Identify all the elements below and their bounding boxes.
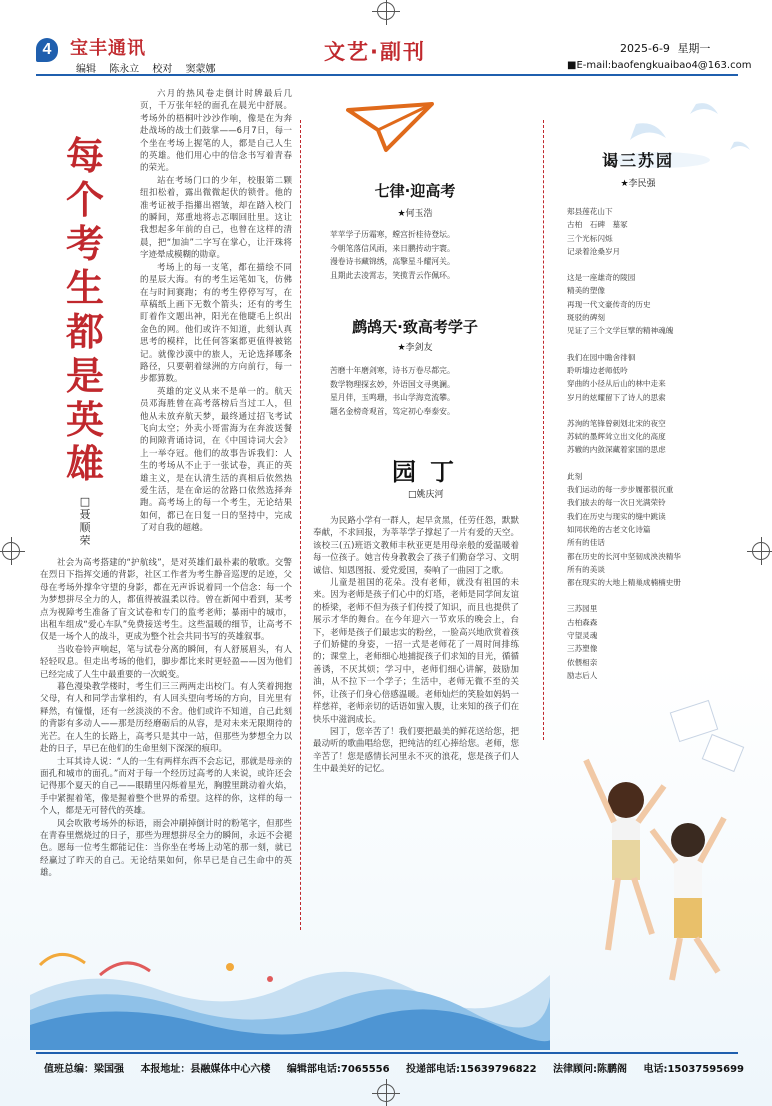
poem3-line: 见证了三个文学巨擘的精神魂魄 [567, 326, 674, 336]
poem3-line: 再现一代文豪传奇的历史 [567, 299, 651, 309]
poem3-line: 我们在历史与现实的缝中跳读 [567, 511, 666, 521]
poem2-author: ★李剑友 [397, 343, 433, 353]
date-text: 2025-6-9 [620, 42, 670, 55]
poem3-line: 都在现实的大地上精巢成楠楠史册 [567, 578, 681, 588]
poem3-line: 我们在园中瞻舍徘徊 [567, 352, 636, 362]
footer-phone: 电话:15037595699 [643, 1064, 744, 1075]
weekday-text: 星期一 [677, 42, 711, 55]
poem3-stanza [567, 602, 747, 682]
poem3-author: ★李民强 [620, 179, 656, 189]
article1-body-top [140, 88, 292, 558]
footer-legal-adviser: 法律顾问:陈鹏阁 [553, 1064, 628, 1075]
poem3-line: 聆听墙边老师低吟 [567, 365, 628, 375]
article2-author: □姚庆河 [408, 490, 444, 500]
section-title: 文艺·副刊 [324, 40, 426, 64]
footer-address: 本报地址：县融媒体中心六楼 [140, 1064, 271, 1075]
wave-decoration-icon [30, 935, 550, 1050]
column-divider-left [300, 120, 301, 930]
poem3-body [567, 205, 747, 682]
poem3-line: 苏轼的墨辉耸立出文化的高度 [567, 432, 666, 442]
poem3-stanza [567, 351, 747, 404]
article2-paragraph: 儿童是祖国的花朵。没有老师，就没有祖国的未来。因为老师是孩子们心中的灯塔，老师是同学间友谊的桥梁，老师不但为孩子们传授了知识，而且也提供了展示才华的舞台。在今年迎六一节欢乐的晚会上，台下，老师是孩子们最忠实的粉丝，一脸高兴地欣赏着孩子们娇健的身姿，一招一式是老师花了一周时间排练的；课堂上，老师细心地捕捉孩子们求知的目光，循循善诱，不厌其烦；学习中，老师们细心讲解，鼓励加油，从不拉下一个学子；生活中，老师无微不至的关怀，让孩子们身心倍感温暖。老师灿烂的笑脸如妈妈一样慈祥，老师亲切的话语如蜜入腹，让来知的孩子们在快乐中滋润成长。 [313, 578, 519, 725]
article1-paragraph: 六月的热风卷走倒计时牌最后几页，千万张年轻的面孔在晨光中舒展。考场外的梧桐叶沙沙作响，像是在为奔赴战场的战士们鼓掌——6月7日，每一个坐在考场上握笔的人，都是自己人生的英雄。他们用心中的信念书写着青春的荣光。 [140, 89, 292, 174]
footer-delivery-phone: 投递部电话:15639796822 [406, 1064, 537, 1075]
poem3-line: 斑驳的碑刻 [567, 313, 605, 323]
registration-mark-right [752, 542, 770, 560]
poem1-body [330, 228, 530, 282]
poem3-line: 古柏森森 [567, 617, 598, 627]
article1-paragraph: 站在考场门口的少年，校服第二颗纽扣松着，露出微微起伏的锁骨。他的准考证被手指攥出褶皱，却在踏入校门的瞬间，郑重地将忐忑咽回肚里。这让我想起多年前的自己，也曾在这样的清晨，把“加油”二字写在掌心，让汗珠将字迹晕成模糊的勋章。 [140, 175, 292, 261]
poem2-title: 鹧鸪天·致高考学子 [352, 318, 478, 336]
article1-paragraph: 社会为高考搭建的“护航线”，是对英雄们最朴素的敬歌。交警在烈日下指挥交通的背影，社区工作者为考生静音巡逻的足迹，父母在考场外撑伞守望的身影，都在无声诉说着同一个信念：每一个为梦想拼尽全力的人，都值得被温柔以待。曾在新闻中看到，某考点为视障考生准备了盲文试卷和专门的监考老师；暴雨中的城市，出租车组成“爱心车队”免费接送考生。这些温暖的细节，让高考不仅是一场个人的战斗，更成为整个社会共同书写的英雄叙事。 [40, 558, 292, 643]
poem3-line: 三个光标闪烁 [567, 233, 613, 243]
article1-paragraph: 暮色漫染教学楼时，考生们三三两两走出校门。有人笑着拥抱父母，有人和同学击掌相约，有人回头望向考场的方向，目光里有释然，有憧憬，还有一丝淡淡的不舍。他们或许不知道，自己此刻的背影有多动人——那是历经磨砺后的从容，是对未来无限期待的光芒。在人生的长路上，高考只是其中一站，但那些为梦想全力以赴的日子，早已在他们的生命里刻下深深的痕印。 [40, 682, 292, 755]
article2-paragraph: 园丁，您辛苦了！我们要把最美的鲜花送给您，把最动听的歌曲唱给您，把纯洁的红心捧给您。老师，您辛苦了！您是感情长河里永不灭的浪花，您是孩子们人生中最美好的记忆。 [313, 726, 519, 775]
poem2-line: 苦磨十年磨剑寒，诗书万卷尽都完。 [330, 366, 455, 375]
article1-paragraph: 当收卷铃声响起，笔与试卷分离的瞬间，有人舒展眉头，有人轻轻叹息。但走出考场的他们，脚步都比来时更轻盈——因为他们已经完成了人生中最重要的一次蜕变。 [40, 644, 292, 680]
poem3-line: 依偎相亲 [567, 657, 598, 667]
article1-paragraph: 考场上的每一支笔，都在描绘不同的星辰大海。有的考生运笔如飞，仿佛在与时间赛跑；有的考生停停写写，在草稿纸上画下无数个箭头；还有的考生盯着作文题出神，阳光在他睫毛上织出金色的网。他们或许不知道，此刻认真思考的模样，比任何答案都更值得被铭记。就像沙漠中的旅人，无论选择哪条路径，只要朝着绿洲的方向前行，每一步都算数。 [140, 262, 292, 385]
poem3-line: 苏洵的笔锋曾刺划北宋的夜空 [567, 418, 666, 428]
poem1-author: ★何玉浩 [397, 209, 433, 219]
proof-label: 校对 [152, 64, 173, 75]
poem3-line: 所有的美谈 [567, 564, 605, 574]
poem3-line: 这是一座雄奇的陵园 [567, 273, 636, 283]
poem3-line: 记录着沧桑岁月 [567, 246, 621, 256]
poem3-line: 励志后人 [567, 670, 598, 680]
footer-editorial-phone: 编辑部电话:7065556 [286, 1064, 390, 1075]
poem3-line: 三苏园里 [567, 604, 598, 614]
poem1-line: 今朝笔落信风雨，来日鹏抟动宇寰。 [330, 243, 455, 253]
poem3-line: 苏辙的内敛深藏着家国的思虑 [567, 445, 666, 455]
article1-author: □聂顺荣 [79, 495, 91, 547]
article1-body-bottom [40, 557, 292, 932]
poem3-line: 守望灵魂 [567, 631, 598, 641]
issue-date [620, 40, 710, 56]
poem2-body [330, 364, 530, 418]
article1-paragraph: 英雄的定义从来不是单一的。航天员邓海胜曾在高考落榜后当过工人，但他从未放弃航天梦，最终通过招飞考试飞向太空；外卖小哥雷海为在奔波送餐的间隙背诵诗词，在《中国诗词大会》上一举夺冠。他们的故事告诉我们：人生的考场从不止于一张试卷，真正的英雄主义，是在认清生活的真相后依然热爱生活，是在命运的岔路口依然选择奔跑。高考场上的每一个考生，无论结果如何，都已在日复一日的坚持中，完成了对自我的超越。 [140, 386, 292, 534]
poem1-line: 且期此去凌霄志，笑揽青云作佩环。 [330, 270, 455, 280]
poem3-line: 如同状绝的古老文化诗篇 [567, 524, 651, 534]
poem3-line: 岁月的炫耀留下了诗人的思索 [567, 392, 666, 402]
proof-name: 窦蒙娜 [185, 64, 216, 75]
footer-chief-editor: 值班总编：梁国强 [44, 1064, 124, 1075]
footer-rule [36, 1052, 738, 1054]
registration-mark-top [377, 2, 395, 20]
poem2-line: 星月伴，玉鸣珊，书山学海竞流攀。 [330, 393, 455, 402]
poem3-line: 我们拔去的每一次日光满荣铃 [567, 498, 666, 508]
poem3-line: 所有的佳话 [567, 538, 605, 548]
email-address: ■E-mail:baofengkuaibao4@163.com [567, 60, 752, 71]
footer-info [44, 1060, 744, 1075]
paper-plane-icon [346, 102, 436, 154]
poem3-line: 古柏 石碑 墓冢 [567, 220, 628, 230]
article1-paragraph: 士耳其诗人说：“人的一生有两样东西不会忘记，那就是母亲的面孔和城市的面孔。”而对于每一个经历过高考的人来说，或许还会记得那个夏天的自己——眼睛里闪烁着星光，胸膛里跳动着火焰，手中紧握着笔，像是握着整个世界的希望。这样的你，这样的每一个人，都是无可替代的英雄。 [40, 756, 292, 817]
poem3-line: 郏县莲花山下 [567, 207, 613, 216]
page-number-badge: 4 [36, 38, 58, 62]
poem3-stanza [567, 470, 747, 590]
column-divider-right [543, 120, 544, 740]
editor-name: 陈永立 [109, 64, 140, 75]
article2-body [313, 515, 519, 875]
registration-mark-bottom [377, 1084, 395, 1102]
poem1-title: 七律·迎高考 [374, 182, 456, 200]
article2-paragraph: 为民路小学有一群人，起早贪黑，任劳任怨，默默奉献，不求回报，为莘莘学子撑起了一片有爱的天空。该校三(五)班语文教师丰秋亚更是用母亲般的爱温暖着每一位孩子。她言传身教教会了孩子们勤奋学习、文明诚信、知恩图报、爱党爱国，奏响了一曲园丁之歌。 [313, 516, 519, 576]
poem3-stanza [567, 205, 747, 258]
editor-credits [76, 60, 226, 75]
registration-mark-left [2, 542, 20, 560]
poem3-line: 我们运动的每一步步履都很沉重 [567, 485, 674, 495]
poem3-stanza [567, 271, 747, 337]
poem3-line: 穿曲的小径从后山的林中走来 [567, 379, 666, 389]
poem3-title: 谒三苏园 [601, 151, 674, 170]
article1-paragraph: 风会吹散考场外的标语，雨会冲刷掉倒计时的粉笔字，但那些在青春里燃烧过的日子，那些为理想拼尽全力的瞬间，永远不会褪色。愿每一位考生都能记住：当你坐在考场上动笔的那一刻，就已经赢过了昨天的自己。无论结果如何，你早已是自己生命中的英雄。 [40, 818, 292, 879]
poem3-line: 此刻 [567, 471, 583, 481]
article1-title: 每个考生都是英雄 [65, 133, 104, 486]
newspaper-logo: 宝丰通讯 [70, 38, 146, 59]
poem3-line: 三苏塑像 [567, 644, 598, 654]
poem2-line: 数学物理探玄妙，外语国文寻奥澜。 [330, 379, 455, 389]
poem2-line: 题名金榜奇观首，笃定初心奉泰安。 [330, 406, 455, 416]
article2-title: 园丁 [392, 458, 468, 486]
header-rule [36, 74, 738, 76]
graduates-illustration-icon [556, 690, 756, 990]
poem1-line: 苹苹学子历霜寒，螳宫折桂待登坛。 [330, 230, 455, 239]
poem3-stanza [567, 417, 747, 457]
poem1-line: 漫卷诗书藏锦绣，高擎星斗耀河关。 [330, 257, 455, 266]
editor-label: 编辑 [76, 64, 96, 75]
poem3-line: 精美的塑像 [567, 286, 605, 296]
poem3-line: 都在历史的长河中坚韧成泱泱精华 [567, 551, 681, 561]
